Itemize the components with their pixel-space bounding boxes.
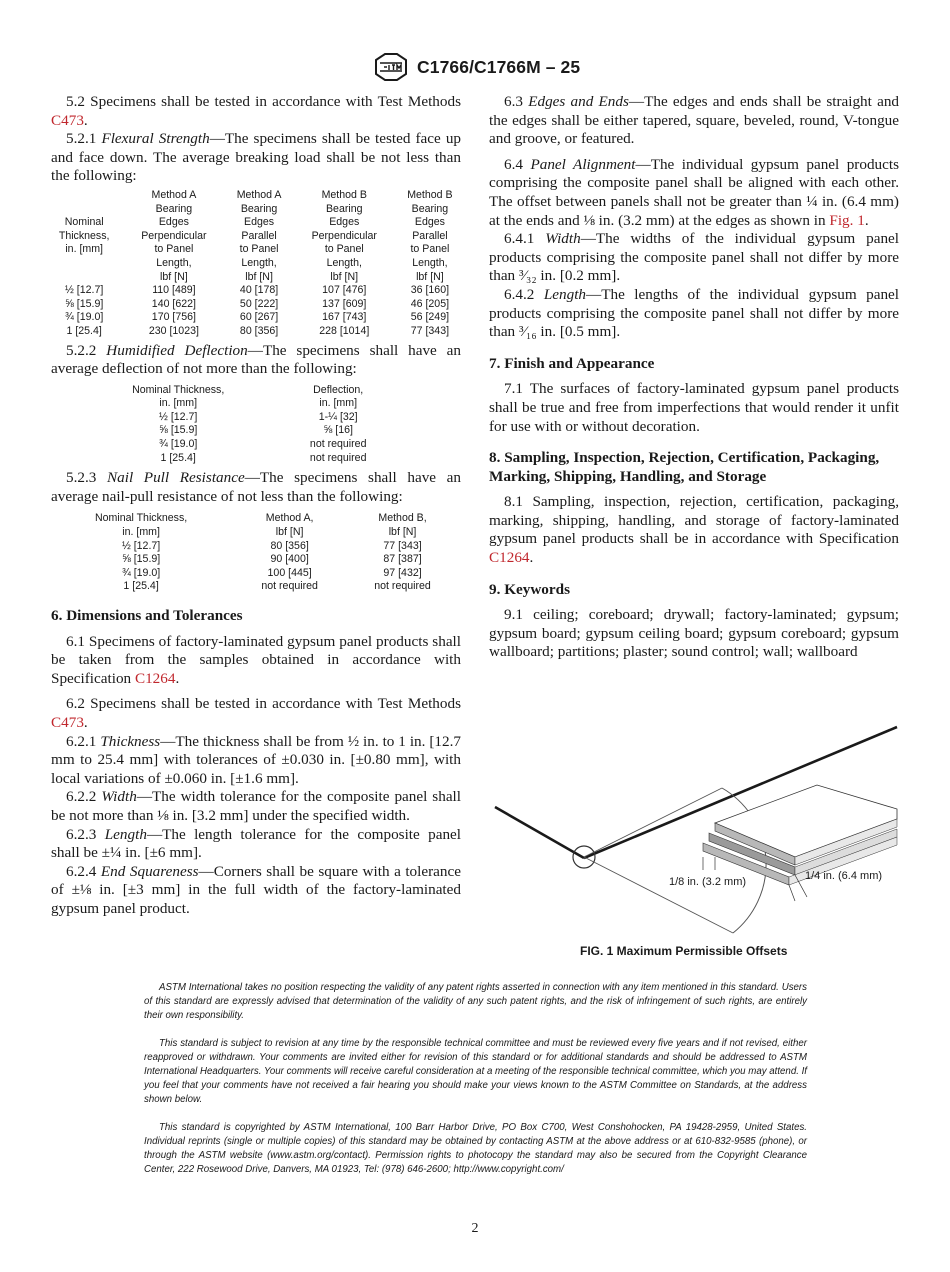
heading-keywords: 9. Keywords	[489, 580, 570, 598]
table-header-cell: lbf [N]	[416, 270, 444, 283]
table-header-cell: in. [mm]	[65, 243, 103, 256]
offset-figure	[489, 725, 899, 965]
table-header-cell: Method A	[236, 188, 282, 201]
section-5-2: 5.2 Specimens shall be tested in accordance with Test Methods C473.	[51, 93, 461, 129]
table-header-cell: lbf [N]	[160, 270, 188, 283]
table-row	[45, 284, 465, 298]
table-cell: 100 [445]	[267, 566, 312, 579]
table-row	[79, 424, 399, 438]
table-header-cell: Perpendicular	[141, 229, 207, 242]
c473-link[interactable]: C473	[51, 111, 84, 129]
table-cell: 56 [249]	[410, 311, 450, 324]
table-cell: ¾ [19.0]	[159, 438, 198, 451]
table-header-cell: Method B,	[378, 512, 427, 525]
table-cell: 170 [756]	[151, 311, 196, 324]
table-header-cell: Parallel	[412, 229, 448, 242]
table-header-cell: Nominal	[64, 216, 104, 229]
section-5-2-3: 5.2.3 Nail Pull Resistance—The specimens shall have an average nail-pull resistance of not less than the following:	[51, 469, 462, 505]
table-header-row	[49, 512, 459, 526]
table-header-cell: Method A,	[265, 512, 314, 525]
table-header-cell: Method A	[151, 188, 197, 201]
table-row	[49, 567, 459, 581]
flexural-strength-table	[45, 189, 465, 339]
left-column	[51, 93, 461, 919]
section-7-1: 7.1 The surfaces of factory-laminated gypsum panel products shall be true and free from imperfections that would render it unfit for use with or without decoration.	[489, 380, 899, 435]
table-header-cell	[45, 271, 123, 285]
table-row	[79, 452, 399, 466]
table-header-row	[45, 257, 465, 271]
table-cell: ⅝ [16]	[323, 424, 353, 437]
patent-notice: ASTM International takes no position respecting the validity of any patent rights asserted in connection with any item mentioned in this standard. Users of this standard are expressly advised that determination of the validity of any such patent rights, and the risk of infringement of such rights, are entirely their own responsibility.	[144, 982, 807, 1021]
table-row	[49, 553, 459, 567]
table-header-cell: Perpendicular	[311, 229, 377, 242]
table-header-cell: Edges	[158, 216, 189, 229]
table-header-row	[45, 189, 465, 203]
table-header-row	[79, 384, 399, 398]
table-cell: 228 [1014]	[319, 324, 370, 337]
table-header-cell: Parallel	[241, 229, 277, 242]
table-header-cell: Bearing	[325, 202, 363, 215]
section-6-2-4: 6.2.4 End Squareness—Corners shall be square with a tolerance of ±⅛ in. [±3 mm] in the full width of the factory-laminated gypsum panel product.	[51, 862, 461, 917]
table-header-cell: lbf [N]	[330, 270, 359, 283]
table-header-cell: in. [mm]	[319, 397, 358, 410]
table-header-cell: Method B	[321, 188, 367, 201]
table-row	[45, 325, 465, 339]
fig-1-link[interactable]: Fig. 1	[829, 211, 865, 229]
table-header-cell: lbf [N]	[388, 526, 417, 539]
c473-link[interactable]: C473	[51, 713, 84, 731]
table-header-cell: Bearing	[240, 202, 278, 215]
table-cell: ⅝ [15.9]	[159, 424, 198, 437]
table-header-cell: Nominal Thickness,	[132, 383, 225, 396]
table-header-cell: to Panel	[410, 243, 450, 256]
table-header-cell: to Panel	[324, 243, 364, 256]
table-cell: 97 [432]	[383, 566, 422, 579]
section-5-2-2: 5.2.2 Humidified Deflection—The specimens shall have an average deflection of not more than the following:	[51, 341, 462, 378]
astm-logo-icon	[373, 52, 409, 82]
table-header-cell: Bearing	[155, 202, 193, 215]
table-header-cell: to Panel	[239, 243, 279, 256]
table-header-cell: Length,	[156, 256, 192, 269]
page-header	[0, 52, 950, 86]
table-header-cell: lbf [N]	[275, 526, 304, 539]
table-header-row	[45, 271, 465, 285]
page-number: 2	[471, 1221, 479, 1236]
section-6-2-1: 6.2.1 Thickness—The thickness shall be from ½ in. to 1 in. [12.7 mm to 25.4 mm] with tolerances of ±0.030 in. [±0.80 mm], with local variations of ±0.060 in. [±1.6 mm].	[51, 732, 461, 787]
heading-finish-appearance: 7. Finish and Appearance	[489, 354, 655, 372]
table-cell: ¾ [19.0]	[65, 311, 104, 324]
end-offset-label: 1/4 in. (6.4 mm)	[805, 870, 883, 882]
figure-caption: FIG. 1 Maximum Permissible Offsets	[580, 944, 788, 958]
table-header-cell: Method B	[407, 188, 453, 201]
section-8-1: 8.1 Sampling, inspection, rejection, certification, packaging, marking, shipping, handling, and storage of factory-laminated gypsum panel products shall be in accordance with Specification C1264.	[489, 493, 899, 567]
table-cell: 87 [387]	[383, 553, 422, 566]
section-5-2-1: 5.2.1 Flexural Strength—The specimens shall be tested face up and face down. The average breaking load shall be not less than the following:	[51, 130, 462, 185]
table-header-cell	[45, 189, 123, 203]
table-cell: 1 [25.4]	[123, 580, 159, 593]
table-header-cell: Bearing	[411, 202, 449, 215]
table-header-row	[45, 243, 465, 257]
heading-sampling: 8. Sampling, Inspection, Rejection, Certification, Packaging, Marking, Shipping, Handling, and Storage	[489, 449, 880, 485]
table-header-row	[45, 230, 465, 244]
table-cell: not required	[374, 580, 431, 593]
table-cell: 36 [160]	[410, 284, 450, 297]
table-header-cell	[45, 257, 123, 271]
footer-notice	[144, 981, 807, 1191]
table-header-cell: Edges	[329, 216, 360, 229]
table-header-row	[45, 216, 465, 230]
table-header-cell: Edges	[414, 216, 445, 229]
table-cell: 40 [178]	[239, 284, 279, 297]
section-6-4: 6.4 Panel Alignment—The individual gypsum panel products comprising the composite panel shall be aligned with each other. The offset between panels shall not be greater than ¼ in. (6.4 mm) at the ends and ⅛ in. (3.2 mm) at the edges as shown in Fig. 1.	[489, 155, 900, 229]
section-6-1: 6.1 Specimens of factory-laminated gypsum panel products shall be taken from the samples obtained in accordance with Specification C1264.	[51, 632, 461, 687]
section-9-1: 9.1 ceiling; coreboard; drywall; factory-laminated; gypsum; gypsum board; gypsum ceiling board; gypsum coreboard; gypsum wallboard; partitions; plaster; sound control; wall; wallboard	[489, 606, 899, 661]
heading-dimensions-tolerances: 6. Dimensions and Tolerances	[51, 607, 243, 624]
table-header-cell: Edges	[244, 216, 275, 229]
table-cell: 80 [356]	[239, 324, 279, 337]
document-title: C1766/C1766M – 25	[417, 57, 581, 77]
table-cell: 1 [25.4]	[160, 451, 196, 464]
section-6-2: 6.2 Specimens shall be tested in accordance with Test Methods C473.	[51, 695, 461, 731]
table-row	[79, 411, 399, 425]
table-cell: ⅝ [15.9]	[65, 297, 104, 310]
humidified-deflection-table	[79, 384, 399, 466]
table-header-cell: lbf [N]	[245, 270, 273, 283]
section-6-4-1: 6.4.1 Width—The widths of the individual gypsum panel products comprising the composite panel shall not differ by more than ³⁄₃₂ in. [0.2 mm].	[489, 230, 899, 285]
edge-offset-label: 1/8 in. (3.2 mm)	[669, 876, 747, 888]
table-row	[45, 311, 465, 325]
table-cell: 137 [609]	[322, 297, 367, 310]
table-header-cell	[45, 203, 123, 217]
table-cell: ¾ [19.0]	[121, 566, 161, 579]
table-cell: 90 [400]	[270, 553, 309, 566]
table-row	[79, 438, 399, 452]
table-cell: 77 [343]	[410, 324, 450, 337]
revision-notice: This standard is subject to revision at any time by the responsible technical committee and must be reviewed every five years and if not revised, either reapproved or withdrawn. Your comments are invited either for revision of this standard or for additional standards and should be addressed to ASTM International Headquarters. Your comments will receive careful consideration at a meeting of the responsible technical committee, which you may attend. If you feel that your comments have not received a fair hearing you should make your views known to the ASTM Committee on Standards, at the address shown below.	[144, 1038, 807, 1105]
table-cell: 230 [1023]	[148, 324, 199, 337]
table-cell: 50 [222]	[239, 297, 279, 310]
table-row	[49, 540, 459, 554]
table-cell: 1 [25.4]	[66, 324, 102, 337]
section-6-3: 6.3 Edges and Ends—The edges and ends shall be straight and the edges shall be either tapered, square, beveled, round, V-tongue and groove, or featured.	[489, 93, 900, 148]
copyright-notice: This standard is copyrighted by ASTM International, 100 Barr Harbor Drive, PO Box C700, West Conshohocken, PA 19428-2959, United States. Individual reprints (single or multiple copies) of this standard may be obtained by contacting ASTM at the above address or at 610-832-9585 (phone), or through the ASTM website (www.astm.org/contact). Permission rights to photocopy the standard may also be secured from the Copyright Clearance Center, 222 Rosewood Drive, Danvers, MA 01923, Tel: (978) 646-2600; http://www.copyright.com/	[144, 1122, 807, 1175]
table-header-cell: Length,	[412, 256, 448, 269]
table-cell: 77 [343]	[383, 539, 422, 552]
table-header-cell: Length,	[326, 256, 362, 269]
c1264-link[interactable]: C1264	[489, 549, 530, 567]
table-row	[45, 298, 465, 312]
zoom-lines	[584, 788, 733, 933]
table-header-cell: Thickness,	[58, 229, 110, 242]
right-column	[489, 93, 899, 662]
table-header-row	[79, 397, 399, 411]
table-cell: 167 [743]	[322, 311, 367, 324]
table-cell: not required	[309, 451, 367, 464]
table-header-cell: in. [mm]	[122, 526, 160, 539]
table-header-row	[49, 526, 459, 540]
table-header-cell: Nominal Thickness,	[94, 512, 188, 525]
table-cell: ⅝ [15.9]	[121, 553, 161, 566]
table-header-cell: in. [mm]	[159, 397, 198, 410]
table-cell: 110 [489]	[152, 284, 196, 297]
table-cell: ½ [12.7]	[65, 284, 104, 297]
table-header-row	[45, 203, 465, 217]
table-header-cell: Length,	[241, 256, 277, 269]
table-cell: 80 [356]	[270, 539, 309, 552]
table-cell: ½ [12.7]	[159, 410, 198, 423]
section-6-2-3: 6.2.3 Length—The length tolerance for the composite panel shall be ±¼ in. [±6 mm].	[51, 825, 462, 862]
section-6-2-2: 6.2.2 Width—The width tolerance for the composite panel shall be not more than ⅛ in. [3.2 mm] under the specified width.	[51, 788, 461, 824]
c1264-link[interactable]: C1264	[134, 669, 176, 687]
table-row	[49, 580, 459, 594]
table-cell: not required	[261, 580, 318, 593]
table-cell: not required	[309, 438, 367, 451]
table-header-cell: Deflection,	[313, 383, 364, 396]
table-cell: 107 [476]	[322, 284, 367, 297]
table-cell: 1-¼ [32]	[318, 410, 358, 423]
nail-pull-table	[49, 512, 459, 594]
section-6-4-2: 6.4.2 Length—The lengths of the individual gypsum panel products comprising the composite panel shall not differ by more than ³⁄₁₆ in. [0.5 mm].	[489, 285, 900, 341]
table-cell: ½ [12.7]	[121, 539, 161, 552]
table-header-cell: to Panel	[154, 243, 194, 256]
table-cell: 60 [267]	[239, 311, 279, 324]
table-cell: 140 [622]	[151, 297, 196, 310]
table-cell: 46 [205]	[410, 297, 450, 310]
